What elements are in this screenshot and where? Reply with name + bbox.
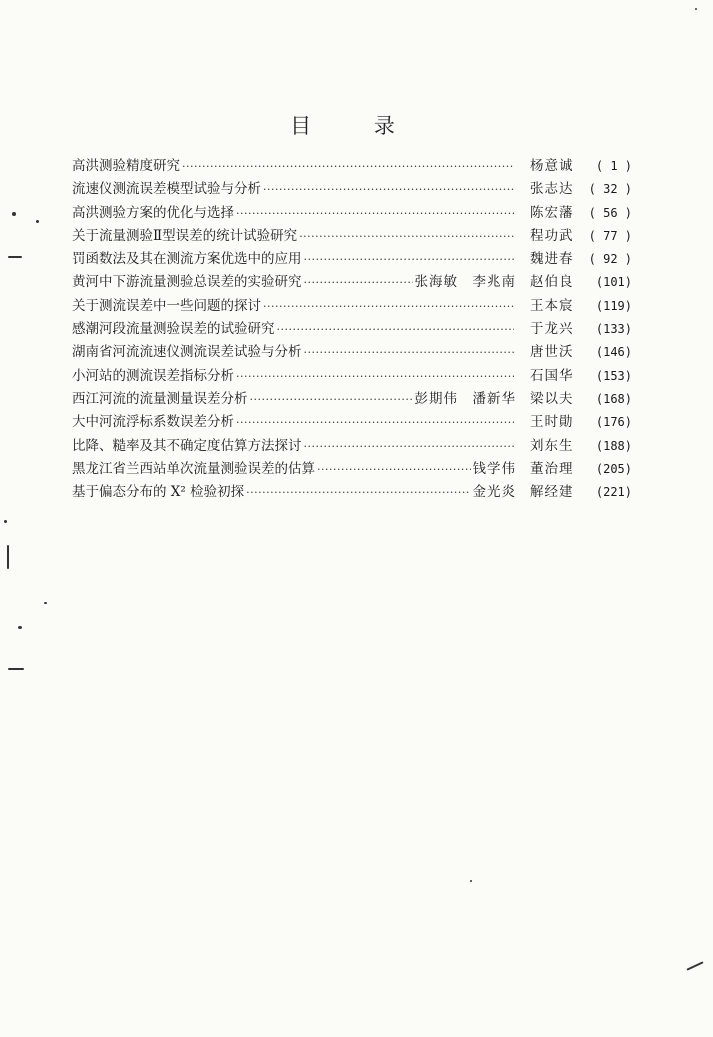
entry-author: 解经建 — [530, 484, 574, 501]
entry-author: 魏进春 — [530, 251, 574, 268]
scan-speck — [18, 626, 22, 629]
entry-title: 感潮河段流量测验误差的试验研究 — [72, 321, 275, 338]
entry-author: 张志达 — [530, 181, 574, 198]
entry-page: (133) — [595, 322, 632, 337]
entry-author: 刘东生 — [530, 437, 574, 454]
entry-page: ( 92 ) — [588, 252, 632, 267]
scan-speck — [8, 668, 24, 670]
leader-dots — [236, 370, 514, 383]
entry-page: ( 56 ) — [588, 205, 632, 220]
page-title: 目 录 — [290, 114, 423, 138]
leader-dots — [304, 440, 515, 453]
entry-page: (168) — [595, 391, 632, 406]
toc-list — [72, 154, 632, 503]
toc-entry — [72, 270, 632, 293]
entry-title: 基于偏态分布的 X² 检验初探 — [72, 484, 245, 501]
leader-dots — [304, 346, 515, 359]
entry-author: 石国华 — [530, 367, 574, 384]
entry-page: ( 1 ) — [595, 159, 632, 173]
leader-dots — [263, 300, 514, 313]
toc-entry — [72, 410, 632, 433]
toc-entry — [72, 434, 632, 457]
leader-dots — [299, 230, 514, 243]
entry-author: 王本宸 — [530, 297, 574, 314]
entry-author: 董治理 — [530, 460, 574, 477]
entry-author: 唐世沃 — [530, 344, 574, 361]
toc-entry — [72, 317, 632, 340]
entry-page: (188) — [595, 438, 632, 453]
entry-page: (119) — [595, 298, 632, 313]
toc-entry — [72, 294, 632, 317]
leader-dots — [304, 253, 515, 266]
scan-speck — [686, 961, 703, 970]
scan-speck — [4, 520, 7, 523]
leader-dots — [246, 486, 470, 499]
scan-speck — [695, 8, 697, 10]
entry-page: (101) — [595, 275, 632, 290]
scan-speck — [12, 212, 16, 216]
leader-dots — [236, 416, 514, 429]
leader-dots — [263, 183, 514, 196]
entry-title: 西江河流的流量测量误差分析 — [72, 390, 248, 407]
entry-title: 罚函数法及其在测流方案优选中的应用 — [72, 251, 302, 268]
entry-coauthors: 彭期伟 潘新华 — [414, 390, 516, 407]
scan-speck — [36, 220, 39, 223]
toc-entry — [72, 154, 632, 177]
toc-entry — [72, 224, 632, 247]
entry-page: ( 32 ) — [588, 182, 632, 197]
entry-title: 湖南省河流流速仪测流误差试验与分析 — [72, 344, 302, 361]
entry-coauthors: 金光炎 — [472, 484, 516, 501]
entry-title: 流速仪测流误差模型试验与分析 — [72, 181, 261, 198]
leader-dots — [236, 207, 514, 220]
toc-entry — [72, 387, 632, 410]
toc-entry — [72, 364, 632, 387]
entry-author: 王时勛 — [530, 414, 574, 431]
toc-entry — [72, 457, 632, 480]
entry-title: 黑龙江省兰西站单次流量测验误差的估算 — [72, 460, 315, 477]
leader-dots — [304, 276, 413, 289]
entry-coauthors: 钱学伟 — [472, 460, 516, 477]
leader-dots — [182, 160, 514, 173]
entry-page: (146) — [595, 345, 632, 360]
entry-coauthors: 张海敏 李兆南 — [414, 274, 516, 291]
entry-author: 陈宏藩 — [530, 204, 574, 221]
entry-title: 关于测流误差中一些问题的探讨 — [72, 297, 261, 314]
entry-page: (205) — [595, 461, 632, 476]
entry-title: 大中河流浮标系数误差分析 — [72, 414, 234, 431]
leader-dots — [317, 463, 471, 476]
leader-dots — [277, 323, 515, 336]
toc-entry — [72, 247, 632, 270]
scan-speck — [44, 602, 47, 604]
toc-entry — [72, 201, 632, 224]
toc-entry — [72, 480, 632, 503]
entry-author: 赵伯良 — [530, 274, 574, 291]
entry-page: ( 77 ) — [588, 228, 632, 243]
entry-author: 杨意诚 — [530, 158, 574, 174]
entry-title: 小河站的测流误差指标分析 — [72, 367, 234, 384]
entry-title: 比降、糙率及其不确定度估算方法探讨 — [72, 437, 302, 454]
entry-title: 关于流量测验Ⅱ型误差的统计试验研究 — [72, 227, 298, 244]
toc-entry — [72, 340, 632, 363]
scan-speck — [470, 880, 472, 882]
entry-page: (153) — [595, 368, 632, 383]
scan-speck — [8, 256, 22, 258]
toc-entry — [72, 177, 632, 200]
entry-author: 程功武 — [530, 227, 574, 244]
entry-author: 于龙兴 — [530, 321, 574, 338]
entry-page: (176) — [595, 415, 632, 430]
entry-title: 黄河中下游流量测验总误差的实验研究 — [72, 274, 302, 291]
entry-author: 梁以夫 — [530, 390, 574, 407]
entry-title: 高洪测验方案的优化与选择 — [72, 204, 234, 221]
leader-dots — [250, 393, 413, 406]
scan-speck — [7, 545, 9, 569]
entry-title: 高洪测验精度研究 — [72, 158, 180, 174]
entry-page: (221) — [595, 485, 632, 500]
